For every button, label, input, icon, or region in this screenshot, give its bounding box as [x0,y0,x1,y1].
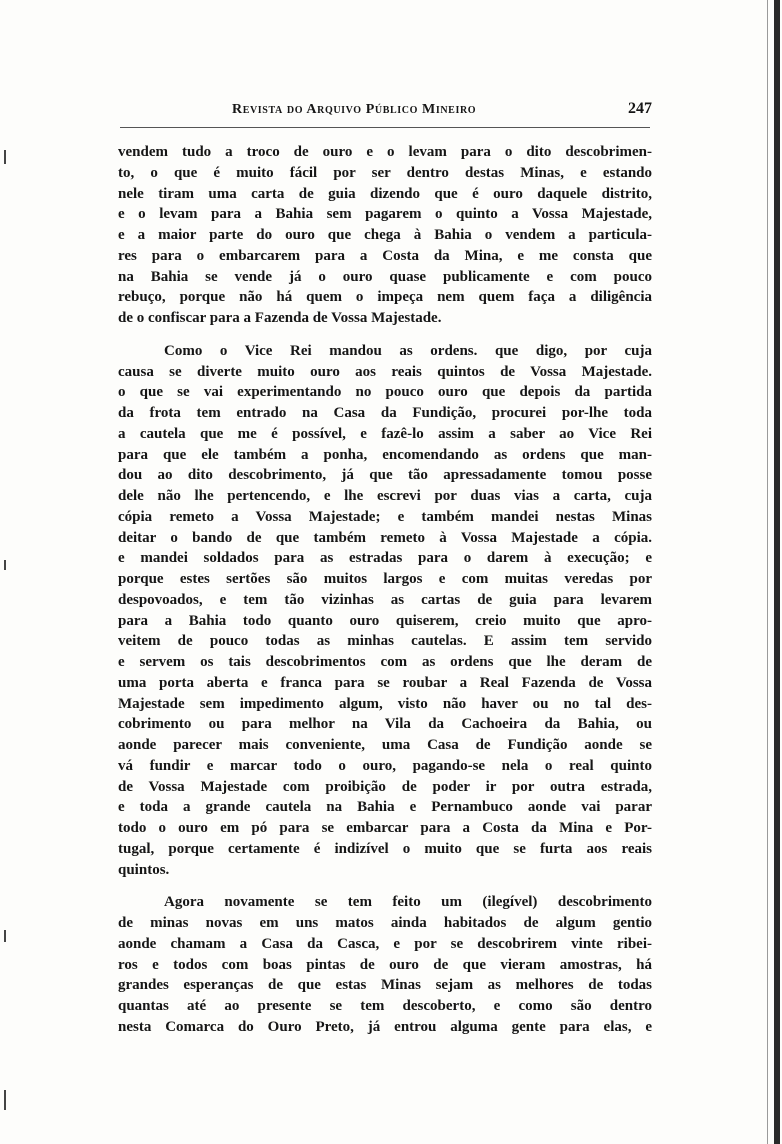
paragraph-gap [118,880,652,892]
text-line: de o confiscar para a Fazenda de Vossa Majestade. [118,310,442,326]
text-line: Majestade sem impedimento algum, visto não haver ou no tal des- [118,695,652,712]
text-line: cópia remeto a Vossa Majestade; e também mandei nestas Minas [118,508,652,525]
body-text [118,142,652,1038]
text-line: e o levam para a Bahia sem pagarem o quinto a Vossa Majestade, [118,206,652,223]
text-line: e toda a grande cautela na Bahia e Pernambuco aonde vai parar [118,799,652,816]
paragraph-1 [118,142,652,329]
scan-left-mark [4,1090,6,1110]
text-line: de minas novas em uns matos ainda habitados de algum gentio [118,915,652,931]
text-line: nele tiram uma carta de guia dizendo que é ouro daquele distrito, [118,185,652,202]
text-line: quintos. [118,861,170,878]
text-line: vendem tudo a troco de ouro e o levam para o dito descobrimen- [118,144,652,160]
text-line: grandes esperanças de que estas Minas sejam as melhores de todas [118,977,652,994]
text-line: e servem os tais descobrimentos com as ordens que lhe deram de [118,654,652,670]
text-line: quantas até ao presente se tem descoberto, e como são dentro [118,998,652,1014]
header-rule [120,127,650,128]
scan-left-mark [4,930,6,942]
text-line: e mandei soldados para as estradas para o darem à execução; e [118,550,652,567]
text-line: e a maior parte do ouro que chega à Bahia o vendem a particula- [118,227,652,243]
text-line: Agora novamente se tem feito um (ilegível) descobrimento [164,894,652,911]
paragraph-2 [118,341,652,881]
text-line: rebuço, porque não há quem o impeça nem quem faça a diligência [118,289,652,306]
scan-left-mark [4,560,6,570]
text-line: res para o embarcarem para a Costa da Mina, e me consta que [118,247,652,264]
page-header [232,100,652,122]
text-line: nesta Comarca do Ouro Preto, já entrou alguma gente para elas, e [118,1018,652,1035]
scan-edge-line [767,0,768,1144]
text-line: dou ao dito descobrimento, já que tão apressadamente tomou posse [118,467,652,484]
text-line: aonde parecer mais conveniente, uma Casa de Fundição aonde se [118,737,652,753]
text-line: o que se vai experimentando no pouco ouro que depois da partida [118,384,652,401]
text-line: aonde chamam a Casa da Casca, e por se descobrirem vinte ribei- [118,935,652,952]
text-line: tugal, porque certamente é indizível o muito que se furta aos reais [118,840,652,857]
text-line: ros e todos com boas pintas de ouro de que vieram amostras, há [118,956,652,973]
text-line: para a Bahia todo quanto ouro quiserem, creio muito que apro- [118,612,652,629]
text-line: de Vossa Majestade com proibição de poder ir por outra estrada, [118,778,652,795]
text-line: deitar o bando de que também remeto à Vossa Majestade a cópia. [118,529,652,546]
text-line: dele não lhe pertencendo, e lhe escrevi por duas vias a carta, cuja [118,488,652,504]
scan-left-mark [4,150,6,164]
text-line: a cautela que me é possível, e fazê-lo assim a saber ao Vice Rei [118,425,652,442]
text-line: cobrimento ou para melhor na Vila da Cachoeira da Bahia, ou [118,716,652,733]
text-line: na Bahia se vende já o ouro quase publicamente e com pouco [118,268,652,285]
text-line: uma porta aberta e franca para se roubar a Real Fazenda de Vossa [118,674,652,691]
text-line: porque estes sertões são muitos largos e com muitas veredas por [118,571,652,587]
running-title: Revista do Arquivo Público Mineiro [232,102,477,117]
text-line: da frota tem entrado na Casa da Fundição, procurei por-lhe toda [118,405,652,421]
scan-edge-shadow [774,0,780,1144]
text-line: vá fundir e marcar todo o ouro, pagando-se nela o real quinto [118,757,652,774]
page-number: 247 [628,100,652,117]
text-line: todo o ouro em pó para se embarcar para a Costa da Mina e Por- [118,820,652,836]
text-line: Como o Vice Rei mandou as ordens. que digo, por cuja [164,342,652,359]
paragraph-3 [118,892,652,1037]
text-line: para que ele também a ponha, encomendando as ordens que man- [118,446,652,463]
text-line: causa se diverte muito ouro aos reais quintos de Vossa Majestade. [118,363,652,380]
text-line: to, o que é muito fácil por ser dentro destas Minas, e estando [118,164,652,181]
text-line: veitem de pouco todas as minhas cautelas. E assim tem servido [118,633,652,650]
paragraph-gap [118,329,652,341]
text-line: despovoados, e tem tão vizinhas as cartas de guia para levarem [118,591,652,608]
